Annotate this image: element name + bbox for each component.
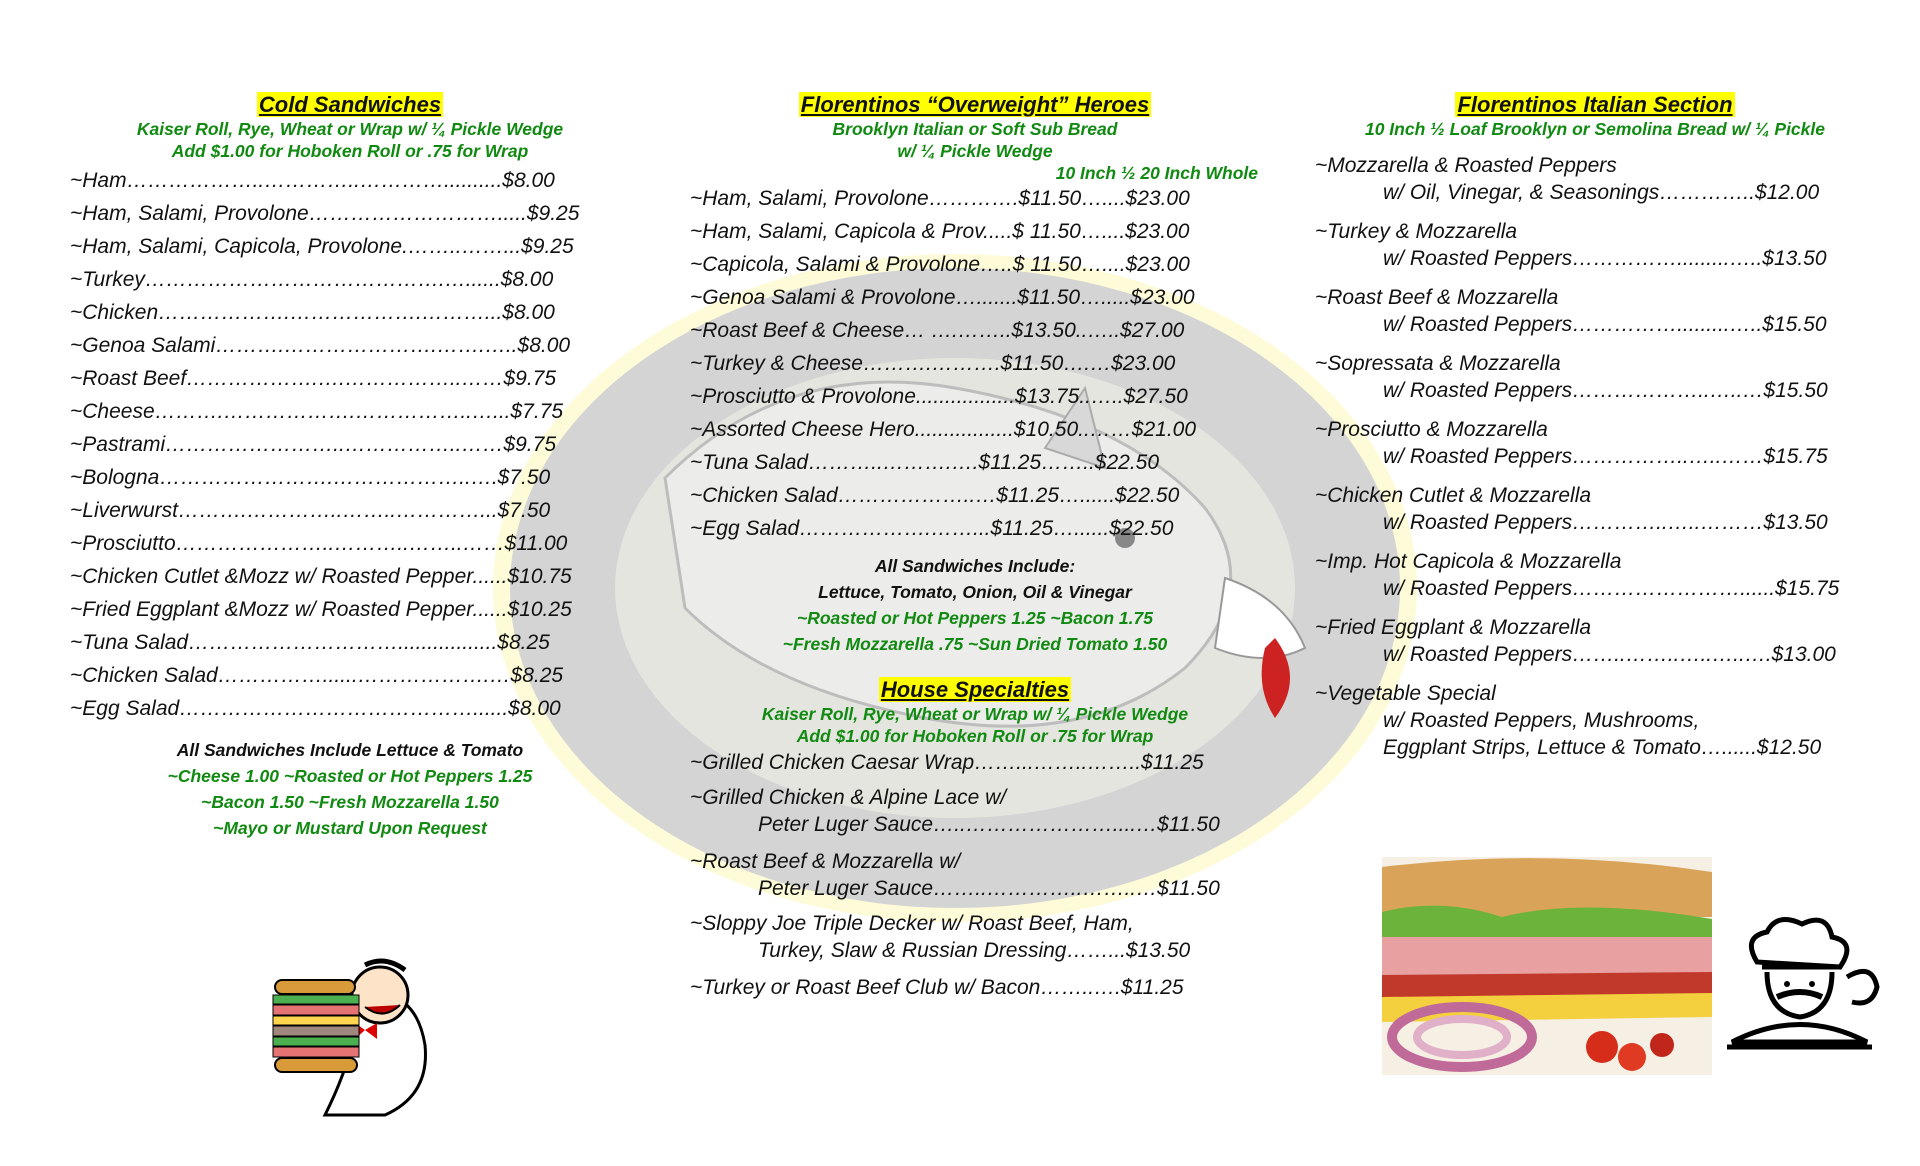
menu-item (690, 749, 1260, 776)
menu-item: ~Ham, Salami, Provolone………….$11.50…....$23.00 (690, 187, 1190, 210)
section-title: Cold Sandwiches (258, 92, 442, 117)
item-name: ~Prosciutto & Mozzarella (1315, 418, 1548, 441)
item-name: ~Turkey & Mozzarella (1315, 220, 1518, 243)
section-subtitle: w/ ¼ Pickle Wedge (897, 141, 1053, 161)
menu-item: ~Ham, Salami, Provolone……………………….....$9.25 (70, 202, 580, 225)
item-detail: Eggplant Strips, Lettuce & Tomato…......$12.50 (1383, 736, 1822, 759)
item-name: ~Sopressata & Mozzarella (1315, 352, 1561, 375)
menu-item (1315, 548, 1875, 602)
menu-item: ~Turkey…………………………………….…......$8.00 (70, 268, 554, 291)
includes-note: Lettuce, Tomato, Onion, Oil & Vinegar (818, 582, 1132, 602)
menu-item: ~Liverwurst……….…………..……..…………...$7.50 (70, 499, 551, 522)
item-name: ~Chicken Cutlet & Mozzarella (1315, 484, 1592, 507)
menu-item (690, 974, 1260, 1001)
section-subtitle: Kaiser Roll, Rye, Wheat or Wrap w/ ¼ Pickle Wedge (761, 704, 1189, 724)
item-name: ~Imp. Hot Capicola & Mozzarella (1315, 550, 1622, 573)
extras-note: ~Fresh Mozzarella .75 ~Sun Dried Tomato 1.50 (782, 634, 1168, 654)
menu-item: ~Egg Salad……………….……...$11.25…......$22.50 (690, 517, 1174, 540)
menu-item: ~Chicken Salad……………......……………….…$8.25 (70, 664, 564, 687)
size-header: 10 Inch ½ 20 Inch Whole (1055, 163, 1258, 183)
includes-note: All Sandwiches Include Lettuce & Tomato (176, 740, 524, 760)
menu-item: ~Prosciutto & Provolone.................$13.75..…..$27.50 (690, 385, 1188, 408)
item-detail: w/ Roasted Peppers……………..…..……$15.75 (1383, 445, 1828, 468)
menu-item: ~Pastrami……………………..……………..……$9.75 (70, 433, 557, 456)
extras-note: ~Mayo or Mustard Upon Request (213, 818, 487, 838)
section-subtitle: 10 Inch ½ Loaf Brooklyn or Semolina Bread w/ ¼ Pickle (1364, 119, 1825, 139)
item-name: ~Turkey or Roast Beef Club w/ Bacon……..….$11.25 (690, 976, 1184, 999)
menu-item: ~Genoa Salami……….………………….…….…..$8.00 (70, 334, 571, 357)
house-specialties-title: House Specialties (880, 677, 1070, 702)
menu-item (1315, 416, 1875, 470)
menu-item: ~Chicken Salad………………..…$11.25…......$22.50 (690, 484, 1180, 507)
includes-note: All Sandwiches Include: (874, 556, 1076, 576)
menu-item: ~Chicken……………….……………….………...$8.00 (70, 301, 555, 324)
menu-item (690, 910, 1260, 964)
cartoon-sandwich-man-image (265, 955, 435, 1120)
menu-item (690, 848, 1260, 902)
menu-item (1315, 152, 1875, 206)
item-detail: Turkey, Slaw & Russian Dressing……...$13.50 (758, 939, 1191, 962)
menu-item: ~Capicola, Salami & Provolone…..$ 11.50…....$23.00 (690, 253, 1190, 276)
menu-item: ~Chicken Cutlet &Mozz w/ Roasted Pepper......$10.75 (70, 565, 572, 588)
heroes-section (690, 92, 1260, 1001)
menu-item: ~Turkey & Cheese……….……….$11.50….…$23.00 (690, 352, 1176, 375)
item-detail: w/ Roasted Peppers, Mushrooms, (1383, 709, 1700, 732)
item-detail: w/ Roasted Peppers………………..…..…$15.50 (1383, 379, 1828, 402)
item-name: ~Vegetable Special (1315, 682, 1496, 705)
item-name: ~Fried Eggplant & Mozzarella (1315, 616, 1592, 639)
menu-item: ~Ham, Salami, Capicola, Provolone.……..……...$9.25 (70, 235, 574, 258)
cold-sandwiches-section (70, 92, 630, 841)
chef-icon (1712, 912, 1887, 1077)
menu-item: ~Egg Salad……………………………………......$8.00 (70, 697, 561, 720)
menu-item: ~Fried Eggplant &Mozz w/ Roasted Pepper......$10.25 (70, 598, 572, 621)
menu-item: ~Tuna Salad………..……….….$11.25……..$22.50 (690, 451, 1160, 474)
extras-note: ~Bacon 1.50 ~Fresh Mozzarella 1.50 (201, 792, 499, 812)
item-detail: w/ Roasted Peppers……..……..…..…..….$13.00 (1383, 643, 1836, 666)
menu-item: ~Assorted Cheese Hero.................$10.50..……$21.00 (690, 418, 1197, 441)
item-detail: w/ Roasted Peppers…………….........…..$15.50 (1383, 313, 1827, 336)
menu-item: ~Genoa Salami & Provolone….......$11.50….....$23.00 (690, 286, 1195, 309)
section-title: Florentinos Italian Section (1457, 92, 1733, 117)
menu-item: ~Roast Beef……………….….……………..……$9.75 (70, 367, 557, 390)
section-subtitle: Add $1.00 for Hoboken Roll or .75 for Wrap (171, 141, 529, 161)
menu-item (1315, 614, 1875, 668)
sub-sandwich-photo (1382, 857, 1712, 1075)
item-detail: w/ Roasted Peppers……………………......$15.75 (1383, 577, 1840, 600)
item-name: ~Grilled Chicken Caesar Wrap……...……..……..$11.25 (690, 751, 1204, 774)
item-name: ~Roast Beef & Mozzarella w/ (690, 850, 961, 873)
menu-item (1315, 284, 1875, 338)
italian-section (1315, 92, 1875, 761)
section-subtitle: Add $1.00 for Hoboken Roll or .75 for Wrap (796, 726, 1154, 746)
extras-note: ~Cheese 1.00 ~Roasted or Hot Peppers 1.25 (167, 766, 533, 786)
item-name: ~Mozzarella & Roasted Peppers (1315, 154, 1617, 177)
menu-item (690, 784, 1260, 838)
menu-item: ~Ham………………..…………..…………..........$8.00 (70, 169, 555, 192)
menu-item (1315, 680, 1875, 761)
extras-note: ~Roasted or Hot Peppers 1.25 ~Bacon 1.75 (797, 608, 1153, 628)
menu-item: ~Cheese……….……………….……………..…...$7.75 (70, 400, 564, 423)
item-name: ~Grilled Chicken & Alpine Lace w/ (690, 786, 1007, 809)
menu-item: ~Bologna…………………….………………..….$7.50 (70, 466, 551, 489)
menu-item: ~Prosciutto…………………..………..……..……$11.00 (70, 532, 568, 555)
item-detail: w/ Roasted Peppers…………….........…..$13.50 (1383, 247, 1827, 270)
menu-item: ~Ham, Salami, Capicola & Prov.....$ 11.50…....$23.00 (690, 220, 1190, 243)
section-subtitle: Kaiser Roll, Rye, Wheat or Wrap w/ ¼ Pickle Wedge (136, 119, 564, 139)
menu-item: ~Roast Beef & Cheese… ….……..$13.50..…..$27.00 (690, 319, 1185, 342)
item-detail: Peter Luger Sauce……..…………..……..…$11.50 (758, 877, 1220, 900)
item-name: ~Roast Beef & Mozzarella (1315, 286, 1559, 309)
section-subtitle: Brooklyn Italian or Soft Sub Bread (832, 119, 1118, 139)
item-detail: w/ Oil, Vinegar, & Seasonings…………..$12.00 (1383, 181, 1820, 204)
menu-item: ~Tuna Salad………………………….................$8.25 (70, 631, 550, 654)
item-detail: Peter Luger Sauce…..…………………....…$11.50 (758, 813, 1220, 836)
item-detail: w/ Roasted Peppers…………..…..………$13.50 (1383, 511, 1828, 534)
menu-item (1315, 350, 1875, 404)
menu-item (1315, 482, 1875, 536)
item-name: ~Sloppy Joe Triple Decker w/ Roast Beef, Ham, (690, 912, 1134, 935)
menu-item (1315, 218, 1875, 272)
section-title: Florentinos “Overweight” Heroes (800, 92, 1150, 117)
